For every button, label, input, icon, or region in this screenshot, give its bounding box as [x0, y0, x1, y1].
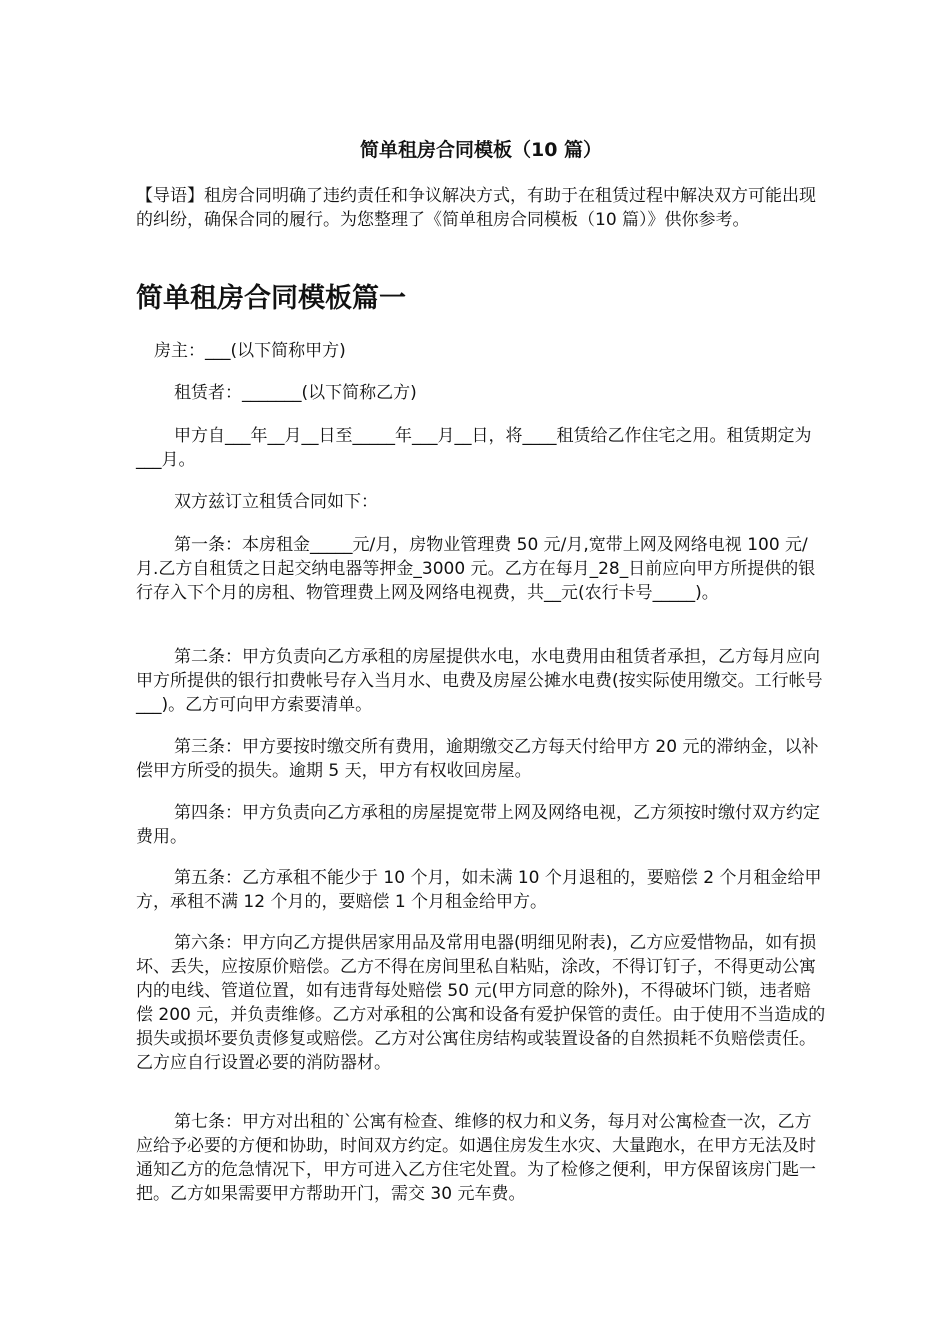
landlord-line: 房主：___(以下简称甲方): [154, 341, 346, 361]
tenant-line: 租赁者：_______(以下简称乙方): [174, 383, 417, 403]
lease-term-paragraph: 甲方自___年__月__日至_____年___月__日，将____租赁给乙作住宅之用。租赁期定为___月。: [136, 426, 812, 470]
article-7-paragraph: 第七条：甲方对出租的`公寓有检查、维修的权力和义务，每月对公寓检查一次，乙方应给予必要的方便和协助，时间双方约定。如遇住房发生水灾、大量跑水，在甲方无法及时通知乙方的危急情况下，甲方可进入乙方住宅处置。为了检修之便利，甲方保留该房门匙一把。乙方如果需要甲方帮助开门，需交 30 元车费。: [136, 1112, 816, 1204]
article-3-paragraph: 第三条：甲方要按时缴交所有费用，逾期缴交乙方每天付给甲方 20 元的滞纳金，以补偿甲方所受的损失。逾期 5 天，甲方有权收回房屋。: [136, 737, 819, 781]
document-title: 简单租房合同模板（10 篇）: [359, 139, 603, 161]
article-6-paragraph: 第六条：甲方向乙方提供居家用品及常用电器(明细见附表)，乙方应爱惜物品，如有损坏、丢失，应按原价赔偿。乙方不得在房间里私自粘贴，涂改，不得订钉子，不得更动公寓内的电线、管道位置，如有违背每处赔偿 50 元(甲方同意的除外)，不得破坏门锁，违者赔偿 200 元，并负责维修。乙方对承租的公寓和设备有爱护保管的责任。由于使用不当造成的损失或损坏要负责修复或赔偿。乙方对公寓住房结构或装置设备的自然损耗不负赔偿责任。乙方应自行设置必要的消防器材。: [136, 933, 826, 1073]
article-4-paragraph: 第四条：甲方负责向乙方承租的房屋提宽带上网及网络电视，乙方须按时缴付双方约定费用。: [136, 803, 820, 847]
agreement-intro-line: 双方兹订立租赁合同如下：: [174, 492, 378, 512]
article-1-paragraph: 第一条：本房租金_____元/月，房物业管理费 50 元/月,宽带上网及网络电视 100 元/月.乙方自租赁之日起交纳电器等押金_3000 元。乙方在每月_28_日前应向甲方所提供的银行存入下个月的房租、物管理费上网及网络电视费，共__元(农行卡号_____)。: [136, 535, 816, 603]
article-5-paragraph: 第五条：乙方承租不能少于 10 个月，如未满 10 个月退租的，要赔偿 2 个月租金给甲方，承租不满 12 个月的，要赔偿 1 个月租金给甲方。: [136, 868, 822, 912]
article-2-paragraph: 第二条：甲方负责向乙方承租的房屋提供水电，水电费用由租赁者承担，乙方每月应向甲方所提供的银行扣费帐号存入当月水、电费及房屋公摊水电费(按实际使用缴交。工行帐号___)。乙方可向甲方索要清单。: [136, 647, 823, 715]
intro-paragraph: 【导语】租房合同明确了违约责任和争议解决方式，有助于在租赁过程中解决双方可能出现的纠纷，确保合同的履行。为您整理了《简单租房合同模板（10 篇）》供你参考。: [136, 186, 816, 230]
section-heading: 简单租房合同模板篇一: [136, 283, 406, 314]
